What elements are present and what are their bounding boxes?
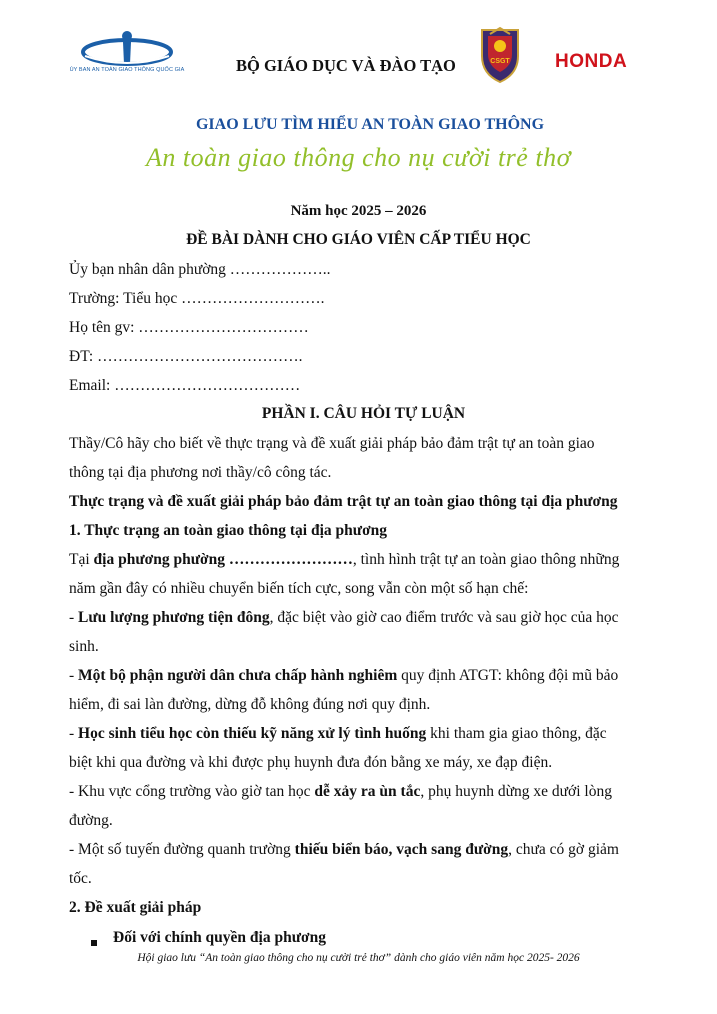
list-item-cont: hiểm, đi sai làn đường, dừng đỗ không đúng nơi quy định. (69, 696, 431, 713)
badge-text: CSGT (490, 58, 510, 65)
list-item: - Khu vực cổng trường vào giờ tan học dễ xảy ra ùn tắc, phụ huynh dừng xe dưới lòng (69, 783, 612, 800)
school-year: Năm học 2025 – 2026 (290, 203, 427, 219)
exam-title: ĐỀ BÀI DÀNH CHO GIÁO VIÊN CẤP TIỂU HỌC (186, 231, 531, 248)
section-1-heading: 1. Thực trạng an toàn giao thông tại địa phương (69, 522, 388, 539)
info-field-phone: ĐT: …………………………………. (69, 348, 303, 365)
section-1-paragraph: Tại địa phương phường ……………………, tình hình trật tự an toàn giao thông những (69, 551, 620, 568)
info-field-school: Trường: Tiểu học ………………………. (69, 290, 325, 307)
info-field-teacher-name: Họ tên gv: …………………………… (69, 319, 309, 336)
section-2-heading: 2. Đề xuất giải pháp (69, 899, 202, 916)
square-bullet-icon (91, 940, 97, 946)
list-item-cont: tốc. (69, 870, 92, 887)
ministry-name: BỘ GIÁO DỤC VÀ ĐÀO TẠO (236, 56, 456, 75)
part-title: PHẦN I. CÂU HỎI TỰ LUẬN (261, 405, 466, 422)
essay-heading: Thực trạng và đề xuất giải pháp bảo đảm trật tự an toàn giao thông tại địa phương (69, 493, 618, 510)
list-item: - Một bộ phận người dân chưa chấp hành nghiêm quy định ATGT: không đội mũ bảo (69, 667, 619, 684)
police-shield-icon (478, 26, 522, 84)
section-2-bullet: Đối với chính quyền địa phương (113, 929, 326, 946)
contest-title: GIAO LƯU TÌM HIỂU AN TOÀN GIAO THÔNG (195, 116, 545, 133)
info-field-ward: Ủy bạn nhân dân phường ……………….. (69, 261, 331, 278)
committee-logo-text: ỦY BAN AN TOÀN GIAO THÔNG QUỐC GIA (69, 67, 185, 73)
list-item-cont: biệt khi qua đường và khi được phụ huynh đưa đón bằng xe máy, xe đạp điện. (69, 754, 553, 771)
honda-logo: HONDA (555, 51, 628, 72)
list-item-cont: đường. (69, 812, 113, 829)
document-header (0, 0, 717, 100)
list-item: - Một số tuyến đường quanh trường thiếu biển báo, vạch sang đường, chưa có gờ giảm (69, 841, 619, 858)
page-footer: Hội giao lưu “An toàn giao thông cho nụ cười trẻ thơ” dành cho giáo viên năm học 2025- 2026 (137, 952, 580, 964)
intro-line: thông tại địa phương nơi thầy/cô công tác. (69, 464, 332, 481)
committee-logo (62, 30, 192, 73)
police-badge (478, 26, 522, 84)
info-field-email: Email: ……………………………… (69, 377, 301, 394)
committee-emblem-icon (77, 30, 177, 66)
section-1-paragraph-cont: năm gần đây có nhiều chuyển biến tích cực, song vẫn còn một số hạn chế: (69, 580, 529, 597)
list-item: - Lưu lượng phương tiện đông, đặc biệt vào giờ cao điểm trước và sau giờ học của học (69, 609, 619, 626)
list-item: - Học sinh tiểu học còn thiếu kỹ năng xử lý tình huống khi tham gia giao thông, đặc (69, 725, 607, 742)
slogan: An toàn giao thông cho nụ cười trẻ thơ (146, 143, 571, 172)
intro-line: Thầy/Cô hãy cho biết về thực trạng và đề xuất giải pháp bảo đảm trật tự an toàn giao (69, 435, 595, 452)
list-item-cont: sinh. (69, 638, 99, 655)
